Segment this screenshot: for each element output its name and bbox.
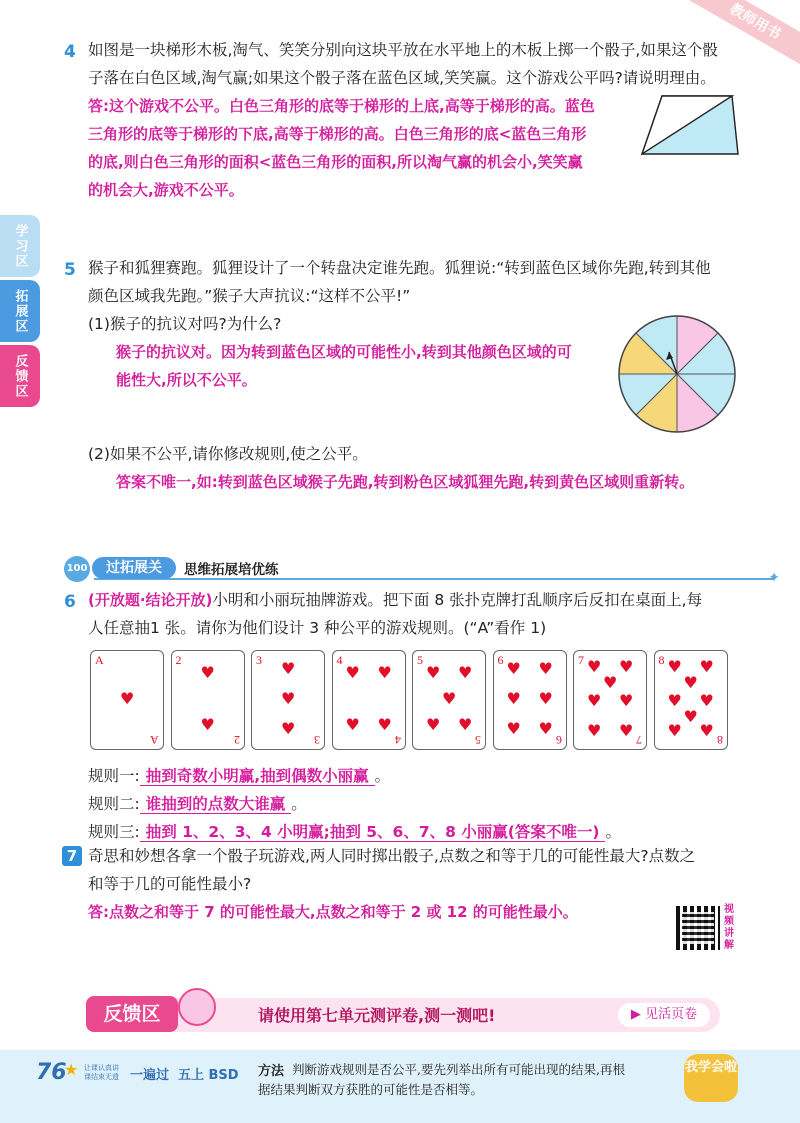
q4-answer (88, 92, 648, 204)
heart-icon: ♥ (699, 691, 714, 710)
page-number: 76 (36, 1060, 67, 1085)
q6-number: 6 (64, 592, 76, 612)
star-icon: ✦ (768, 570, 780, 586)
q7-answer: 答:点数之和等于 7 的可能性最大,点数之和等于 2 或 12 的可能性最小。 (88, 903, 578, 921)
q4-question (88, 36, 768, 92)
q4-answer-line3: 的底,则白色三角形的面积<蓝色三角形的面积,所以淘气赢的机会小,笑笑赢 (88, 153, 583, 171)
playing-card-7 (573, 650, 647, 750)
heart-icon: ♥ (587, 657, 602, 676)
play-icon: ▶ (630, 1007, 646, 1022)
q5-answer1-line1: 猴子的抗议对。因为转到蓝色区域的可能性小,转到其他颜色区域的可 (116, 343, 572, 361)
heart-icon: ♥ (377, 663, 392, 682)
q7-question (88, 842, 768, 898)
q4-answer-line1: 答:这个游戏不公平。白色三角形的底等于梯形的上底,高等于梯形的高。蓝色 (88, 97, 595, 115)
see-worksheet-button[interactable] (618, 1003, 710, 1027)
q5-text-line2: 颜色区域我先跑。”猴子大声抗议:“这样不公平!” (88, 287, 411, 305)
card-rank-inverted: 2 (233, 733, 240, 747)
q7-text-line1: 奇思和妙想各拿一个骰子玩游戏,两人同时掷出骰子,点数之和等于几的可能性最大?点数之 (88, 847, 696, 865)
heart-icon: ♥ (587, 691, 602, 710)
heart-icon: ♥ (538, 659, 553, 678)
heart-icon: ♥ (667, 721, 682, 740)
feedback-label: 反馈区 (86, 996, 178, 1032)
see-worksheet-label: 见活页卷 (645, 1007, 698, 1022)
rule2 (88, 790, 768, 818)
playing-card-2 (171, 650, 245, 750)
card-rank: 2 (175, 653, 182, 667)
rule3-period: 。 (605, 823, 621, 841)
playing-card-6 (493, 650, 567, 750)
card-rank-inverted: 6 (555, 733, 562, 747)
heart-icon: ♥ (619, 721, 634, 740)
side-tab-expand[interactable] (0, 280, 40, 342)
playing-card-8 (654, 650, 728, 750)
q4-text-line1: 如图是一块梯形木板,淘气、笑笑分别向这块平放在水平地上的木板上掷一个骰子,如果这个骰 (88, 41, 718, 59)
side-tab-feedback[interactable] (0, 345, 40, 407)
q5-sub1: (1)猴子的抗议对吗?为什么? (88, 315, 282, 333)
method-text (292, 1060, 672, 1080)
heart-icon: ♥ (619, 657, 634, 676)
qr-code-icon[interactable] (676, 906, 720, 950)
rule2-period: 。 (291, 795, 307, 813)
q4-answer-line2: 三角形的底等于梯形的下底,高等于梯形的高。白色三角形的底<蓝色三角形 (88, 125, 587, 143)
section-icon: 100 (64, 556, 90, 582)
heart-icon: ♥ (377, 715, 392, 734)
rule1-answer: 抽到奇数小明赢,抽到偶数小丽赢 (140, 767, 375, 786)
heart-icon: ♥ (699, 721, 714, 740)
corner-badge-text: 教师用书 (726, 1, 784, 43)
card-rank: A (95, 653, 104, 667)
method-label: 方法 (258, 1064, 285, 1079)
heart-icon: ♥ (699, 657, 714, 676)
heart-icon: ♥ (200, 663, 215, 682)
q5-text-line1: 猴子和狐狸赛跑。狐狸设计了一个转盘决定谁先跑。狐狸说:“转到蓝色区域你先跑,转到其他 (88, 259, 711, 277)
q4-answer-line4: 的机会大,游戏不公平。 (88, 181, 244, 199)
section-line (94, 578, 774, 580)
rule3-label: 规则三: (88, 823, 140, 841)
learned-badge: 我学会啦 (684, 1054, 738, 1102)
q6-text-line1-body: 小明和小丽玩抽牌游戏。把下面 8 张扑克牌打乱顺序后反扣在桌面上,每 (212, 591, 703, 609)
q4-number: 4 (64, 42, 76, 62)
side-tab-expand-label: 拓展区 (12, 288, 28, 334)
rule1 (88, 762, 768, 790)
q6-tag: (开放题·结论开放) (88, 591, 213, 609)
side-tab-study-label: 学习区 (12, 223, 28, 269)
q4-text-line2: 子落在白色区域,淘气赢;如果这个骰子落在蓝色区域,笑笑赢。这个游戏公平吗?请说明理由。 (88, 69, 716, 87)
heart-icon: ♥ (667, 657, 682, 676)
heart-icon: ♥ (458, 715, 473, 734)
footer-tagline-line2: 课结束无遗 (84, 1073, 119, 1081)
playing-card-1 (90, 650, 164, 750)
heart-icon: ♥ (619, 691, 634, 710)
heart-icon: ♥ (281, 689, 296, 708)
playing-card-4 (332, 650, 406, 750)
heart-icon: ♥ (345, 715, 360, 734)
heart-icon: ♥ (426, 715, 441, 734)
feedback-text: 请使用第七单元测评卷,测一测吧! (258, 1006, 496, 1025)
card-rank-inverted: 5 (475, 733, 481, 747)
heart-icon: ♥ (442, 689, 457, 708)
rule3-answer: 抽到 1、2、3、4 小明赢;抽到 5、6、7、8 小丽赢(答案不唯一) (140, 823, 606, 842)
heart-icon: ♥ (506, 719, 521, 738)
heart-icon: ♥ (506, 689, 521, 708)
heart-icon: ♥ (426, 663, 441, 682)
method-text-line1: 判断游戏规则是否公平,要先列举出所有可能出现的结果,再根 (292, 1062, 625, 1077)
q5-question (88, 254, 768, 310)
card-rank: 4 (336, 653, 343, 667)
heart-icon: ♥ (538, 719, 553, 738)
heart-icon: ♥ (538, 689, 553, 708)
section-title: 思维拓展培优练 (184, 562, 279, 578)
rule2-answer: 谁抽到的点数大谁赢 (140, 795, 292, 814)
heart-icon: ♥ (587, 721, 602, 740)
footer-grade: 五上 BSD (178, 1068, 239, 1083)
spinner-figure (615, 312, 739, 436)
card-rank-inverted: A (150, 733, 159, 747)
card-rank: 3 (256, 653, 262, 667)
card-rank: 6 (497, 653, 504, 667)
card-rank: 7 (578, 653, 584, 667)
playing-card-3 (251, 650, 325, 750)
footer-tagline (84, 1064, 119, 1082)
footer-star-icon: ★ (64, 1060, 79, 1079)
q5-answer1 (116, 338, 616, 394)
q6-text-line2: 人任意抽1 张。请你为他们设计 3 种公平的游戏规则。(“A”看作 1) (88, 619, 547, 637)
playing-card-5 (412, 650, 486, 750)
footer-brand: 一遍过 (130, 1068, 170, 1083)
footer-tagline-line1: 让课认真讲 (84, 1064, 119, 1072)
rule1-label: 规则一: (88, 767, 140, 785)
q7-number: 7 (62, 846, 82, 866)
rule1-period: 。 (374, 767, 391, 785)
q5-answer2: 答案不唯一,如:转到蓝色区域猴子先跑,转到粉色区域狐狸先跑,转到黄色区域则重新转。 (116, 473, 695, 491)
q6-question (88, 586, 768, 642)
heart-icon: ♥ (281, 719, 296, 738)
q6-rules (88, 762, 768, 846)
side-tab-feedback-label: 反馈区 (12, 353, 28, 399)
heart-icon: ♥ (683, 707, 698, 726)
card-rank-inverted: 7 (636, 733, 642, 747)
rule2-label: 规则二: (88, 795, 140, 813)
q7-text-line2: 和等于几的可能性最小? (88, 875, 252, 893)
heart-icon: ♥ (345, 663, 360, 682)
section-header (64, 556, 780, 586)
q5-answer1-line2: 能性大,所以不公平。 (116, 371, 257, 389)
section-badge: 过拓展关 (92, 557, 176, 579)
heart-icon: ♥ (506, 659, 521, 678)
card-rank-inverted: 4 (394, 733, 401, 747)
q5-sub2: (2)如果不公平,请你修改规则,使之公平。 (88, 445, 368, 463)
side-tab-study[interactable] (0, 215, 40, 277)
trapezoid-figure (640, 92, 740, 158)
card-rank: 5 (417, 653, 423, 667)
mascot-icon (178, 988, 216, 1026)
q6-text-line1 (88, 586, 768, 614)
heart-icon: ♥ (200, 715, 215, 734)
video-label[interactable]: 视频讲解 (724, 904, 734, 951)
heart-icon: ♥ (667, 691, 682, 710)
heart-icon: ♥ (458, 663, 473, 682)
heart-icon: ♥ (281, 659, 296, 678)
card-rank-inverted: 8 (716, 733, 723, 747)
heart-icon: ♥ (603, 673, 618, 692)
card-rank: 8 (658, 653, 665, 667)
card-rank-inverted: 3 (314, 733, 320, 747)
method-text-2: 据结果判断双方获胜的可能性是否相等。 (258, 1082, 484, 1097)
q5-number: 5 (64, 260, 76, 280)
heart-icon: ♥ (683, 673, 698, 692)
heart-icon: ♥ (120, 689, 135, 708)
